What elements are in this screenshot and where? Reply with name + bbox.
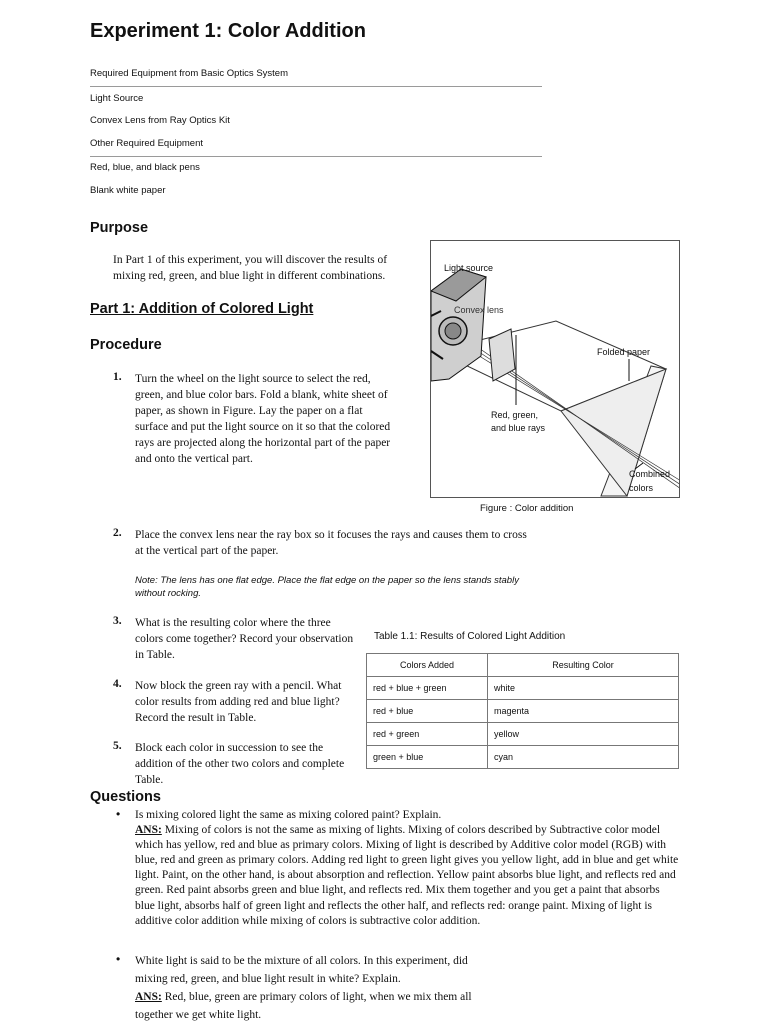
figure-label-rays-line1: Red, green, bbox=[491, 410, 539, 420]
answer-label: ANS: bbox=[135, 824, 162, 837]
answer-2-text: Red, blue, green are primary colors of light, when we mix them all bbox=[164, 991, 472, 1003]
table-cell: magenta bbox=[488, 700, 679, 723]
question-1-text: Is mixing colored light the same as mixing colored paint? Explain. bbox=[135, 809, 442, 821]
question-2-line1: White light is said to be the mixture of all colors. In this experiment, did bbox=[135, 955, 468, 967]
equipment-basic-header: Required Equipment from Basic Optics System bbox=[90, 68, 288, 79]
figure-caption: Figure : Color addition bbox=[480, 503, 574, 514]
figure-label-light-source: Light source bbox=[444, 263, 494, 273]
figure-label-rays-line2: and blue rays bbox=[491, 423, 546, 433]
equipment-pens: Red, blue, and black pens bbox=[90, 162, 200, 173]
table-row bbox=[367, 677, 679, 700]
bullet: • bbox=[116, 952, 121, 966]
answer-1-text: Mixing of colors is not the same as mixing of lights. Mixing of colors described by Subtractive color model which has yellow, red and blue as primary colors. Mixing of light is described by Additive color model (RGB) with blue, red and green as primary colors. Adding red light to green light gives you yellow light, add in blue and get white light. Paint, on the other hand, is about absorption and reflection. Yellow paint absorbs blue light, and reflects red and green. Red paint absorbs green and blue light, and reflects red. Mix them together and you get a paint that absorbs blue light, absorbs half of green light and reflects the other half, and reflects red: orange paint. Mixing of light is additive color addition while mixing of colors is subtractive color addition. bbox=[135, 824, 679, 927]
figure-label-folded-paper: Folded paper bbox=[597, 347, 651, 357]
table-row bbox=[367, 700, 679, 723]
equipment-other-header: Other Required Equipment bbox=[90, 138, 204, 149]
question-2 bbox=[135, 952, 655, 1024]
divider bbox=[90, 86, 542, 87]
table-row bbox=[367, 746, 679, 769]
purpose-heading: Purpose bbox=[90, 220, 149, 236]
step-text: Place the convex lens near the ray box so it focuses the rays and causes them to cross at the vertical part of the paper. bbox=[135, 529, 527, 557]
equipment-paper: Blank white paper bbox=[90, 185, 166, 196]
step-number: 5. bbox=[113, 740, 122, 752]
color-addition-figure bbox=[430, 240, 680, 498]
table-header-row bbox=[367, 654, 679, 677]
step-text: Now block the green ray with a pencil. What color results from adding red and blue light? Record the result in Table. bbox=[135, 680, 342, 724]
figure-drawing bbox=[431, 241, 680, 498]
purpose-text: In Part 1 of this experiment, you will discover the results of mixing red, green, and blue light in different combinations. bbox=[113, 254, 388, 282]
equipment-convex-lens: Convex Lens from Ray Optics Kit bbox=[90, 115, 230, 126]
table-cell: red + green bbox=[367, 723, 488, 746]
step-number: 2. bbox=[113, 527, 122, 539]
divider bbox=[90, 156, 542, 157]
questions-heading: Questions bbox=[90, 789, 161, 805]
procedure-note: Note: The lens has one flat edge. Place the flat edge on the paper so the lens stands stably without rocking. bbox=[135, 575, 519, 599]
table-title: Table 1.1: Results of Colored Light Addition bbox=[374, 631, 566, 642]
procedure-heading: Procedure bbox=[90, 337, 162, 353]
figure-label-combined-line2: colors bbox=[629, 483, 654, 493]
table-row bbox=[367, 723, 679, 746]
answer-1 bbox=[135, 823, 680, 929]
page-title: Experiment 1: Color Addition bbox=[90, 20, 366, 42]
table-cell: yellow bbox=[488, 723, 679, 746]
answer-label: ANS: bbox=[135, 991, 162, 1003]
table-header-cell: Colors Added bbox=[367, 654, 488, 677]
answer-2-line1 bbox=[135, 988, 655, 1006]
part1-heading: Part 1: Addition of Colored Light bbox=[90, 301, 314, 317]
step-text: Block each color in succession to see the addition of the other two colors and complete Table. bbox=[135, 742, 345, 786]
table-cell: white bbox=[488, 677, 679, 700]
step-number: 4. bbox=[113, 678, 122, 690]
question-1 bbox=[135, 808, 680, 929]
table-cell: red + blue + green bbox=[367, 677, 488, 700]
step-text: What is the resulting color where the three colors come together? Record your observation in Table. bbox=[135, 617, 354, 661]
table-cell: red + blue bbox=[367, 700, 488, 723]
equipment-light-source: Light Source bbox=[90, 93, 144, 104]
figure-label-combined-line1: Combined bbox=[629, 469, 671, 479]
step-number: 3. bbox=[113, 615, 122, 627]
table-cell: green + blue bbox=[367, 746, 488, 769]
table-cell: cyan bbox=[488, 746, 679, 769]
figure-label-convex-lens: Convex lens bbox=[454, 305, 504, 315]
results-table bbox=[366, 653, 679, 769]
bullet: • bbox=[116, 807, 121, 821]
answer-2-line2: together we get white light. bbox=[135, 1009, 262, 1021]
question-2-line2: mixing red, green, and blue light result in white? Explain. bbox=[135, 973, 401, 985]
step-number: 1. bbox=[113, 371, 122, 383]
step-text: Turn the wheel on the light source to select the red, green, and blue color bars. Fold a blank, white sheet of paper, as shown in Figure. Lay the paper on a flat surface and put the light source on it so that the colored rays are projected along the horizontal part of the paper and onto the vertical part. bbox=[135, 373, 391, 465]
table-header-cell: Resulting Color bbox=[488, 654, 679, 677]
